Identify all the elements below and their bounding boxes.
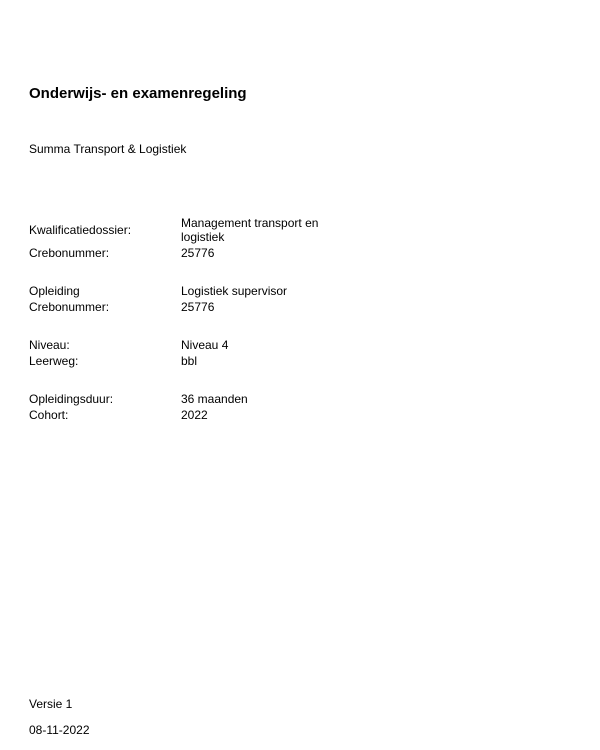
info-label: Leerweg: <box>29 354 79 368</box>
info-value: 2022 <box>181 408 208 422</box>
info-row <box>29 338 349 352</box>
info-group-program <box>29 284 349 314</box>
info-row <box>29 354 349 368</box>
info-row <box>29 408 349 422</box>
info-row <box>29 284 349 298</box>
info-row <box>29 216 349 244</box>
info-group-qualification <box>29 216 349 260</box>
document-title: Onderwijs- en examenregeling <box>29 85 247 102</box>
info-value: 25776 <box>181 300 215 314</box>
info-row <box>29 246 349 260</box>
info-label: Crebonummer: <box>29 300 110 314</box>
info-value: Logistiek supervisor <box>181 284 288 298</box>
document-date: 08-11-2022 <box>29 723 90 737</box>
info-value: Niveau 4 <box>181 338 229 352</box>
info-label: Cohort: <box>29 408 69 422</box>
info-group-duration <box>29 392 349 422</box>
organization-name: Summa Transport & Logistiek <box>29 142 187 156</box>
info-label: Kwalificatiedossier: <box>29 223 132 237</box>
info-label: Crebonummer: <box>29 246 110 260</box>
info-value: bbl <box>181 354 198 368</box>
info-row <box>29 300 349 314</box>
info-label: Niveau: <box>29 338 70 352</box>
info-value: 36 maanden <box>181 392 248 406</box>
info-value: Management transport en logistiek <box>181 216 319 244</box>
info-label: Opleiding <box>29 284 80 298</box>
info-group-level <box>29 338 349 368</box>
info-value: 25776 <box>181 246 215 260</box>
version-label: Versie 1 <box>29 697 73 711</box>
info-row <box>29 392 349 406</box>
info-label: Opleidingsduur: <box>29 392 114 406</box>
info-block <box>29 216 349 446</box>
